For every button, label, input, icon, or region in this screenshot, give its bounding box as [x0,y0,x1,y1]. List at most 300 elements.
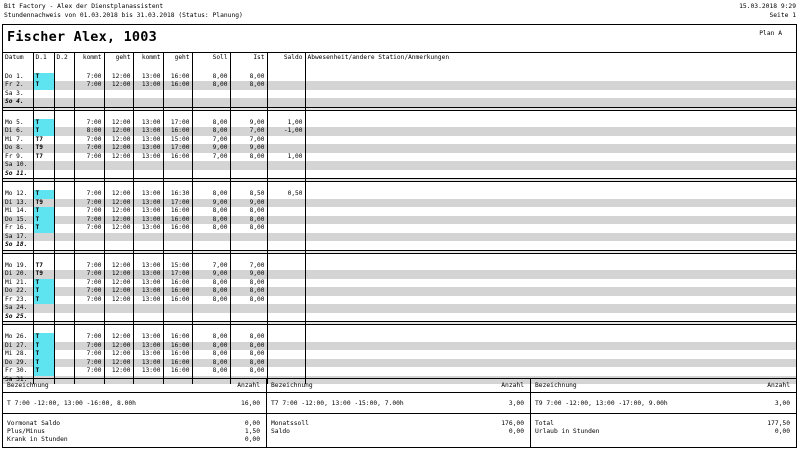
shift2-cell [54,136,74,145]
time-cell: 16:00 [163,333,192,342]
time-cell [267,233,305,242]
time-cell [267,73,305,82]
time-cell [267,241,305,250]
shift-summary-column [267,378,531,447]
time-cell: 13:00 [133,153,163,162]
time-cell: 16:00 [163,207,192,216]
time-cell: 7,00 [192,262,230,271]
timesheet-frame [2,24,797,448]
time-cell: 13:00 [133,136,163,145]
day-row [3,224,796,233]
time-cell: 1,00 [267,119,305,128]
date-cell: So 18. [3,241,33,250]
remarks-cell [305,144,796,153]
remarks-cell [305,153,796,162]
time-cell: 9,00 [230,119,267,128]
time-cell: 7:00 [74,81,104,90]
shift-summary-column [3,378,267,447]
time-cell: 12:00 [104,350,133,359]
day-row [3,241,796,250]
time-cell [267,367,305,376]
time-cell [104,90,133,99]
summary-value: 0,00 [774,428,790,435]
time-cell [267,136,305,145]
time-cell: 12:00 [104,287,133,296]
time-cell: 12:00 [104,270,133,279]
time-cell: 16:00 [163,153,192,162]
time-cell [230,304,267,313]
date-cell: So 11. [3,170,33,179]
shift2-cell [54,81,74,90]
date-cell: Sa 3. [3,90,33,99]
time-cell: 16:00 [163,127,192,136]
shift-cell: T [33,279,54,288]
summary-label: Urlaub in Stunden [535,428,600,435]
shift2-cell [54,190,74,199]
column-header: Soll [192,52,230,64]
shift-cell: T9 [33,199,54,208]
time-cell [192,90,230,99]
label-heading: Bezeichnung [7,382,49,389]
date-cell: Mi 28. [3,350,33,359]
shift-cell [33,161,54,170]
time-cell [133,233,163,242]
remarks-cell [305,161,796,170]
time-cell [104,98,133,107]
date-cell: Do 1. [3,73,33,82]
time-cell: 7:00 [74,153,104,162]
date-cell: Mi 7. [3,136,33,145]
time-cell: 12:00 [104,367,133,376]
time-cell: 13:00 [133,262,163,271]
time-cell: 8,00 [192,81,230,90]
time-cell: 17:00 [163,144,192,153]
time-cell: 13:00 [133,342,163,351]
day-row [3,333,796,342]
time-cell: 13:00 [133,81,163,90]
summary-row [7,428,260,436]
time-cell: 7:00 [74,136,104,145]
time-cell [133,98,163,107]
time-cell: 9,00 [192,199,230,208]
shift-definition: T9 7:00 -12:00, 13:00 -17:00, 9.00h [535,400,668,407]
time-cell: 13:00 [133,216,163,225]
summary-label: Total [535,420,554,427]
time-cell [267,144,305,153]
summary-value: 0,00 [508,428,524,435]
shift2-cell [54,304,74,313]
day-row [3,199,796,208]
time-cell: 8,50 [230,190,267,199]
time-cell: 8,00 [230,333,267,342]
time-cell: 12:00 [104,333,133,342]
time-cell: 8,00 [230,73,267,82]
date-cell: Do 29. [3,359,33,368]
summary-row [7,420,260,428]
table-header [3,52,796,64]
time-cell: 7:00 [74,359,104,368]
date-cell: Di 27. [3,342,33,351]
day-row [3,287,796,296]
report-subtitle: Stundennachweis von 01.03.2018 bis 31.03.2018 (Status: Planung) [4,11,243,19]
shift-summary-column [531,378,796,447]
time-cell: 8,00 [230,350,267,359]
summary-value: 0,00 [244,420,260,427]
time-cell: 12:00 [104,207,133,216]
summary-label: Vormonat Saldo [7,420,61,427]
remarks-cell [305,127,796,136]
column-header: kommt [74,52,104,64]
time-cell: 8,00 [192,216,230,225]
shift2-cell [54,207,74,216]
shift2-cell [54,127,74,136]
time-cell: 15:00 [163,136,192,145]
remarks-cell [305,190,796,199]
remarks-cell [305,233,796,242]
column-header: D.2 [54,52,74,64]
date-cell: Sa 17. [3,233,33,242]
day-row [3,153,796,162]
time-cell [267,262,305,271]
date-cell: Sa 10. [3,161,33,170]
day-row [3,304,796,313]
time-cell: 16:00 [163,73,192,82]
time-cell [230,313,267,322]
shift-cell: T [33,216,54,225]
time-cell: 13:00 [133,279,163,288]
time-cell: 13:00 [133,359,163,368]
time-cell: 7:00 [74,270,104,279]
remarks-cell [305,342,796,351]
remarks-cell [305,350,796,359]
time-cell [267,170,305,179]
shift2-cell [54,170,74,179]
shift-cell: T [33,367,54,376]
time-cell: 12:00 [104,224,133,233]
shift-cell: T [33,73,54,82]
time-cell [104,161,133,170]
date-cell: So 25. [3,313,33,322]
time-cell [267,90,305,99]
time-cell: 9,00 [192,270,230,279]
shift-cell: T [33,81,54,90]
label-heading: Bezeichnung [535,382,577,389]
day-row [3,262,796,271]
time-cell: 12:00 [104,296,133,305]
time-cell [104,304,133,313]
day-row [3,190,796,199]
shift-cell: T [33,296,54,305]
time-cell: 8,00 [192,207,230,216]
time-cell: 9,00 [230,199,267,208]
count-heading: Anzahl [237,382,260,389]
time-cell: 7:00 [74,73,104,82]
summary-row [535,428,790,436]
shift-cell: T [33,224,54,233]
day-row [3,144,796,153]
time-cell: 12:00 [104,190,133,199]
summary-value: 1,50 [244,428,260,435]
remarks-cell [305,119,796,128]
day-row [3,127,796,136]
time-cell [133,241,163,250]
time-cell [230,233,267,242]
shift2-cell [54,333,74,342]
time-cell [104,233,133,242]
date-cell: Mi 14. [3,207,33,216]
time-cell: 7,00 [230,262,267,271]
shift2-cell [54,359,74,368]
day-row [3,359,796,368]
time-cell [133,304,163,313]
employee-name: Fischer Alex, 1003 [7,29,157,45]
time-cell: 8,00 [230,279,267,288]
shift2-cell [54,224,74,233]
time-cell: 16:00 [163,359,192,368]
date-cell: Fr 30. [3,367,33,376]
label-heading: Bezeichnung [271,382,313,389]
time-cell: 8,00 [192,224,230,233]
time-cell: 7,00 [192,136,230,145]
shift2-cell [54,161,74,170]
time-cell [104,241,133,250]
time-cell: 12:00 [104,359,133,368]
remarks-cell [305,241,796,250]
time-cell [192,161,230,170]
time-cell: 12:00 [104,119,133,128]
time-cell: 13:00 [133,350,163,359]
time-cell: 8,00 [192,287,230,296]
day-row [3,90,796,99]
time-cell: 16:00 [163,287,192,296]
date-cell: Do 15. [3,216,33,225]
time-cell: 15:00 [163,262,192,271]
remarks-cell [305,73,796,82]
shift2-cell [54,119,74,128]
day-row [3,342,796,351]
time-cell: 7:00 [74,287,104,296]
time-cell [192,98,230,107]
time-cell: 8,00 [192,190,230,199]
time-cell: 8,00 [230,216,267,225]
time-cell: 9,00 [230,270,267,279]
time-cell: 8,00 [192,73,230,82]
time-cell: 7:00 [74,350,104,359]
date-cell: So 4. [3,98,33,107]
time-cell [163,90,192,99]
time-cell: 13:00 [133,367,163,376]
time-cell [133,170,163,179]
time-cell: 13:00 [133,270,163,279]
shift2-cell [54,262,74,271]
remarks-cell [305,313,796,322]
time-cell: 12:00 [104,81,133,90]
time-cell: 8,00 [192,127,230,136]
shift2-cell [54,367,74,376]
time-cell [163,241,192,250]
summary-label: Monatssoll [271,420,309,427]
time-cell: 8,00 [192,359,230,368]
shift-cell: T [33,119,54,128]
time-cell [267,224,305,233]
time-cell [74,161,104,170]
time-cell [267,359,305,368]
shift-cell [33,90,54,99]
remarks-cell [305,199,796,208]
shift2-cell [54,241,74,250]
shift2-cell [54,199,74,208]
count-heading: Anzahl [501,382,524,389]
time-cell: 12:00 [104,199,133,208]
shift-cell: T [33,350,54,359]
time-cell: 17:00 [163,270,192,279]
time-cell [104,313,133,322]
time-cell: 7:00 [74,144,104,153]
date-cell: Do 8. [3,144,33,153]
time-cell: 7:00 [74,262,104,271]
remarks-cell [305,359,796,368]
shift-cell: T7 [33,262,54,271]
time-cell [267,350,305,359]
time-cell: 8,00 [230,81,267,90]
shift2-cell [54,342,74,351]
time-cell: 7:00 [74,224,104,233]
time-cell: 13:00 [133,287,163,296]
date-cell: Mo 5. [3,119,33,128]
summary-row [271,420,524,428]
summary-label: Plus/Minus [7,428,45,435]
shift-cell [33,304,54,313]
time-cell [74,241,104,250]
column-header: kommt [133,52,163,64]
time-cell: 12:00 [104,127,133,136]
column-header: D.1 [33,52,54,64]
shift2-cell [54,287,74,296]
date-cell: Fr 9. [3,153,33,162]
time-cell: 8,00 [192,296,230,305]
time-cell: 7:00 [74,190,104,199]
remarks-cell [305,296,796,305]
plan-label: Plan A [759,30,782,37]
remarks-cell [305,270,796,279]
time-cell: 12:00 [104,73,133,82]
time-cell [163,233,192,242]
summary-value: 0,00 [244,436,260,443]
remarks-cell [305,304,796,313]
time-cell [230,90,267,99]
shift2-cell [54,270,74,279]
time-cell: 8,00 [230,367,267,376]
date-cell: Fr 2. [3,81,33,90]
time-cell: 12:00 [104,262,133,271]
time-cell: 16:00 [163,296,192,305]
time-cell [267,199,305,208]
time-cell [74,304,104,313]
remarks-cell [305,81,796,90]
time-cell: 16:00 [163,367,192,376]
time-cell: 12:00 [104,144,133,153]
shift-count: 3,00 [508,400,524,407]
time-cell: -1,00 [267,127,305,136]
shift-cell: T9 [33,144,54,153]
column-header: Datum [3,52,33,64]
shift-cell: T7 [33,136,54,145]
remarks-cell [305,90,796,99]
time-cell: 13:00 [133,333,163,342]
time-cell [267,161,305,170]
time-cell: 8,00 [192,367,230,376]
day-row [3,81,796,90]
shift-cell: T [33,287,54,296]
shift-cell: T [33,190,54,199]
shift-cell [33,98,54,107]
time-cell: 7:00 [74,367,104,376]
remarks-cell [305,262,796,271]
time-cell [133,161,163,170]
time-cell: 8,00 [230,296,267,305]
time-cell [104,170,133,179]
time-cell [267,279,305,288]
time-cell: 13:00 [133,144,163,153]
time-cell [267,270,305,279]
remarks-cell [305,136,796,145]
shift-cell: T [33,359,54,368]
time-cell: 7:00 [74,342,104,351]
time-cell: 12:00 [104,279,133,288]
shift2-cell [54,73,74,82]
time-cell: 17:00 [163,119,192,128]
time-cell [133,90,163,99]
time-cell: 13:00 [133,224,163,233]
count-heading: Anzahl [767,382,790,389]
time-cell [267,216,305,225]
day-row [3,170,796,179]
date-cell: Di 13. [3,199,33,208]
time-cell: 8,00 [192,342,230,351]
time-cell [267,81,305,90]
day-row [3,313,796,322]
time-cell: 7:00 [74,333,104,342]
time-cell: 12:00 [104,136,133,145]
time-cell [74,90,104,99]
app-title: Bit Factory - Alex der Dienstplanassistent [4,3,164,10]
time-cell [267,333,305,342]
time-cell: 13:00 [133,127,163,136]
time-cell: 16:00 [163,350,192,359]
time-cell [230,161,267,170]
remarks-cell [305,279,796,288]
time-cell: 8,00 [230,207,267,216]
time-cell: 16:00 [163,81,192,90]
time-cell [192,313,230,322]
shift2-cell [54,279,74,288]
time-cell: 8,00 [230,342,267,351]
time-cell [267,287,305,296]
time-cell: 16:00 [163,224,192,233]
time-cell: 16:00 [163,216,192,225]
shift-cell: T [33,207,54,216]
time-cell [74,98,104,107]
time-cell [74,170,104,179]
timesheet-table [3,52,796,384]
time-cell: 7:00 [74,296,104,305]
shift2-cell [54,350,74,359]
time-cell [163,313,192,322]
time-cell: 17:00 [163,199,192,208]
time-cell: 16:00 [163,279,192,288]
shift2-cell [54,313,74,322]
date-cell: Fr 23. [3,296,33,305]
